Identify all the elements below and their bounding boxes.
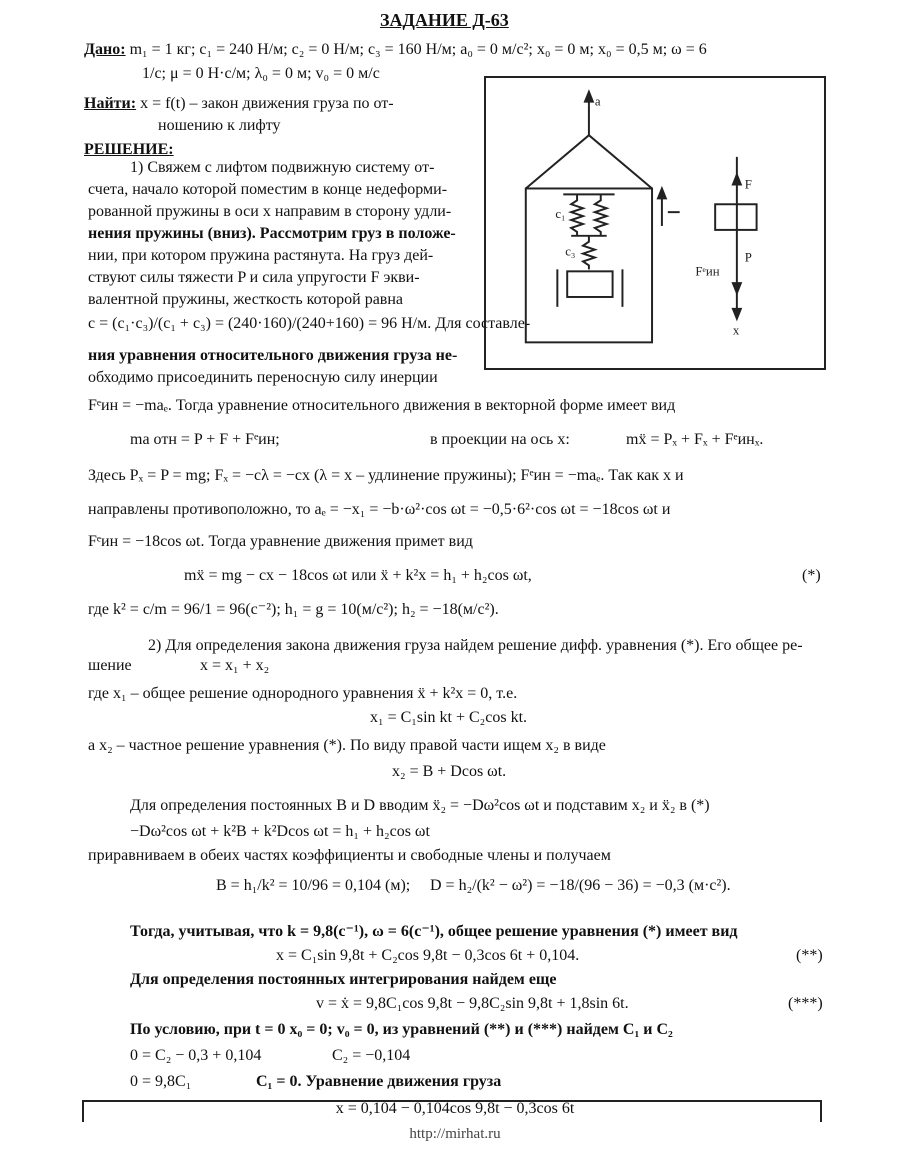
step-2-line-2: шение (88, 657, 132, 674)
paragraph-1-line: валентной пружины, жесткость которой равна (88, 291, 404, 308)
find-text-1: x = f(t) – закон движения груза по от- (140, 95, 394, 112)
constants-line: Для определения постоянных B и D вводим ẍ₂ = −Dω²cos ωt и подставим x₂ и ẍ₂ в (*) (130, 797, 710, 814)
constants-equation: −Dω²cos ωt + k²B + k²Dcos ωt = h₁ + h₂cos ωt (130, 823, 430, 840)
axis-arrowhead (658, 188, 666, 198)
d-value: D = h₂/(k² − ω²) = −18/(96 − 36) = −0,3 (м·с²). (430, 877, 731, 894)
particular-line: а x₂ – частное решение уравнения (*). По виду правой части ищем x₂ в виде (88, 737, 606, 754)
label-p: P (744, 250, 752, 265)
initial-conditions-line: По условию, при t = 0 x₀ = 0; v₀ = 0, из уравнений (**) и (***) найдем C₁ и C₂ (130, 1021, 673, 1038)
acceleration-arrowhead (585, 92, 593, 102)
forces-line-2: направлены противоположно, то aₑ = −x₁ = −b·ω²·cos ωt = −0,5·6²·cos ωt = −18cos ωt и (88, 501, 671, 518)
find-line-2: ношению к лифту (158, 117, 281, 134)
velocity-line: Для определения постоянных интегрирования найдем еще (130, 971, 557, 988)
forces-line-3: Fᵉин = −18cos ωt. Тогда уравнение движения примет вид (88, 533, 473, 550)
paragraph-2-line: ния уравнения относительного движения груза не- (88, 347, 458, 364)
motion-equation: mẍ = mg − cx − 18cos ωt или ẍ + k²x = h₁ + h₂cos ωt, (184, 567, 532, 584)
b-value: B = h₁/k² = 10/96 = 0,104 (м); (216, 877, 411, 894)
general-equation: x = C₁sin 9,8t + C₂cos 9,8t − 0,3cos 6t + 0,104. (276, 947, 580, 964)
diagram-canvas (486, 78, 824, 368)
velocity-equation-tag: (***) (788, 995, 823, 1012)
spring-c3 (583, 236, 595, 270)
find-label: Найти: (84, 95, 137, 112)
given-label: Дано: (84, 41, 126, 58)
stiffness-formula: c = (c₁·c₃)/(c₁ + c₃) = (240·160)/(240+160) = 96 Н/м. Для составле- (88, 315, 531, 332)
page-title: ЗАДАНИЕ Д-63 (380, 10, 509, 30)
given-text-1: m₁ = 1 кг; c₁ = 240 Н/м; c₂ = 0 Н/м; c₃ = 160 Н/м; a₀ = 0 м/с²; x₀ = 0 м; x₀ = 0,5 м; ω = 6 (129, 41, 707, 58)
solution-label: РЕШЕНИЕ: (84, 141, 174, 158)
paragraph-1-line: счета, начало которой поместим в конце недеформи- (88, 181, 448, 198)
particular-form: x₂ = B + Dcos ωt. (392, 763, 507, 780)
elevator-diagram (484, 76, 826, 370)
find-line-1 (84, 94, 394, 114)
label-x: x (732, 323, 740, 338)
force-p-arrowhead (733, 283, 741, 293)
answer-equation: x = 0,104 − 0,104cos 9,8t − 0,3cos 6t (335, 1100, 575, 1117)
projection-equation: mẍ = Pₓ + Fₓ + Fᵉинₓ. (626, 431, 764, 448)
paragraph-1-line: 1) Свяжем с лифтом подвижную систему от- (130, 159, 435, 176)
spring-c1-left (571, 194, 583, 235)
label-a: a (594, 94, 601, 109)
initial-result-2: C₁ = 0. Уравнение движения груза (256, 1073, 502, 1090)
fbd-block (715, 204, 756, 230)
forces-line-1: Здесь Pₓ = P = mg; Fₓ = −cλ = −cx (λ = x – удлинение пружины); Fᵉин = −maₑ. Так как x и (88, 467, 684, 484)
motion-equation-tag: (*) (802, 567, 821, 584)
paragraph-1-line: нии, при котором пружина растянута. На груз дей- (88, 247, 434, 264)
spring-c1-right (595, 194, 607, 235)
fbd-axis-arrowhead (733, 309, 741, 319)
label-c1: c₁ (555, 207, 566, 222)
initial-result-1: C₂ = −0,104 (332, 1047, 411, 1064)
paragraph-1-line: рованной пружины в оси x направим в сторону удли- (88, 203, 452, 220)
step-2-line-1: 2) Для определения закона движения груза найдем решение дифф. уравнения (*). Его общее ре- (148, 637, 803, 654)
general-solution-form: x = x₁ + x₂ (200, 657, 270, 674)
elevator-roof (526, 135, 652, 188)
general-equation-tag: (**) (796, 947, 823, 964)
homogeneous-line: где x₁ – общее решение однородного уравнения ẍ + k²x = 0, т.е. (88, 685, 518, 702)
velocity-equation: v = ẋ = 9,8C₁cos 9,8t − 9,8C₂sin 9,8t + 1,8sin 6t. (316, 995, 629, 1012)
force-f-arrowhead (733, 175, 741, 185)
label-c3: c₃ (565, 244, 576, 259)
paragraph-2-line: обходимо присоединить переносную силу инерции (88, 369, 438, 386)
inertia-force-line: Fᵉин = −maₑ. Тогда уравнение относительного движения в векторной форме имеет вид (88, 397, 676, 414)
initial-equation-1: 0 = C₂ − 0,3 + 0,104 (130, 1047, 262, 1064)
load-block (567, 271, 612, 297)
paragraph-1-line: нения пружины (вниз). Рассмотрим груз в положе- (88, 225, 456, 242)
coefficients-line: где k² = c/m = 96/1 = 96(с⁻²); h₁ = g = 10(м/с²); h₂ = −18(м/с²). (88, 601, 499, 618)
homogeneous-solution: x₁ = C₁sin kt + C₂cos kt. (370, 709, 528, 726)
general-line: Тогда, учитывая, что k = 9,8(с⁻¹), ω = 6(с⁻¹), общее решение уравнения (*) имеет вид (130, 923, 738, 940)
given-line-2: 1/с; μ = 0 Н·с/м; λ₀ = 0 м; v₀ = 0 м/с (142, 65, 380, 82)
given-line-1 (84, 40, 707, 60)
source-url: http://mirhat.ru (409, 1126, 501, 1142)
label-inertia-force: Fᵉин (695, 264, 720, 279)
label-f: F (744, 177, 752, 192)
vector-equation: ma отн = P + F + Fᵉин; (130, 431, 280, 448)
projection-label: в проекции на ось x: (430, 431, 570, 448)
initial-equation-2: 0 = 9,8C₁ (130, 1073, 192, 1090)
paragraph-1-line: ствуют силы тяжести P и сила упругости F экви- (88, 269, 420, 286)
equate-line: приравниваем в обеих частях коэффициенты и свободные члены и получаем (88, 847, 611, 864)
